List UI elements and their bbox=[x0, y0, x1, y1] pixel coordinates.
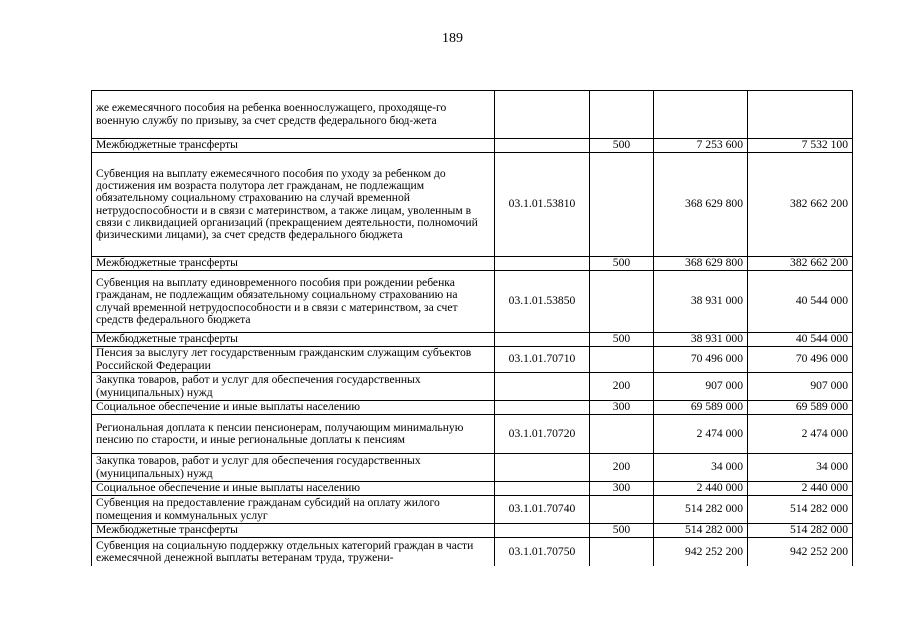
table-row bbox=[92, 257, 853, 271]
row-amount-year-1: 514 282 000 bbox=[654, 524, 748, 538]
row-amount-year-2: 907 000 bbox=[748, 373, 853, 401]
row-description: Закупка товаров, работ и услуг для обеспечения государственных (муниципальных) нужд bbox=[92, 454, 495, 482]
row-amount-year-2: 70 496 000 bbox=[748, 347, 853, 373]
row-amount-year-1: 7 253 600 bbox=[654, 139, 748, 153]
row-description: Пенсия за выслугу лет государственным гражданским служащим субъектов Российской Федерации bbox=[92, 347, 495, 373]
row-amount-year-2: 942 252 200 bbox=[748, 538, 853, 566]
row-expense-kind bbox=[590, 91, 654, 139]
row-amount-year-2: 2 440 000 bbox=[748, 482, 853, 496]
row-amount-year-1: 942 252 200 bbox=[654, 538, 748, 566]
table-row bbox=[92, 347, 853, 373]
table-row bbox=[92, 415, 853, 454]
row-target-code: 03.1.01.70740 bbox=[495, 496, 590, 524]
row-target-code bbox=[495, 91, 590, 139]
row-amount-year-2: 2 474 000 bbox=[748, 415, 853, 454]
row-amount-year-1: 34 000 bbox=[654, 454, 748, 482]
row-expense-kind bbox=[590, 347, 654, 373]
table-row bbox=[92, 538, 853, 566]
table-row bbox=[92, 139, 853, 153]
row-amount-year-2: 34 000 bbox=[748, 454, 853, 482]
row-target-code bbox=[495, 524, 590, 538]
row-description: Межбюджетные трансферты bbox=[92, 257, 495, 271]
row-expense-kind: 500 bbox=[590, 257, 654, 271]
row-amount-year-2: 7 532 100 bbox=[748, 139, 853, 153]
row-target-code bbox=[495, 482, 590, 496]
row-target-code: 03.1.01.70710 bbox=[495, 347, 590, 373]
row-amount-year-1 bbox=[654, 91, 748, 139]
row-description: Субвенция на предоставление гражданам субсидий на оплату жилого помещения и коммунальных услуг bbox=[92, 496, 495, 524]
row-amount-year-2: 69 589 000 bbox=[748, 401, 853, 415]
row-amount-year-2: 514 282 000 bbox=[748, 524, 853, 538]
row-amount-year-2: 382 662 200 bbox=[748, 257, 853, 271]
row-amount-year-2: 382 662 200 bbox=[748, 153, 853, 257]
row-target-code bbox=[495, 257, 590, 271]
row-description: Субвенция на социальную поддержку отдельных категорий граждан в части ежемесячной денежной выплаты ветеранам труда, тружени- bbox=[92, 538, 495, 566]
table-row bbox=[92, 401, 853, 415]
row-description: Межбюджетные трансферты bbox=[92, 524, 495, 538]
row-description: Региональная доплата к пенсии пенсионерам, получающим минимальную пенсию по старости, и иные региональные доплаты к пенсиям bbox=[92, 415, 495, 454]
row-target-code: 03.1.01.70720 bbox=[495, 415, 590, 454]
row-description: Закупка товаров, работ и услуг для обеспечения государственных (муниципальных) нужд bbox=[92, 373, 495, 401]
row-expense-kind bbox=[590, 153, 654, 257]
row-expense-kind: 200 bbox=[590, 373, 654, 401]
table-row bbox=[92, 91, 853, 139]
row-target-code bbox=[495, 401, 590, 415]
table-row bbox=[92, 333, 853, 347]
row-expense-kind: 500 bbox=[590, 524, 654, 538]
table-row bbox=[92, 153, 853, 257]
row-expense-kind: 300 bbox=[590, 401, 654, 415]
row-target-code bbox=[495, 454, 590, 482]
row-target-code bbox=[495, 333, 590, 347]
row-description: Субвенция на выплату ежемесячного пособия по уходу за ребенком до достижения им возраста полутора лет гражданам, не подлежащим обязательному социальному страхованию на случай временной нетрудоспособности и в связи с материнством, а также лицам, уволенным в связи с ликвидацией организаций (прекращением деятельности, полномочий физическими лицами), за счет средств федерального бюджета bbox=[92, 153, 495, 257]
row-amount-year-1: 38 931 000 bbox=[654, 271, 748, 333]
row-target-code bbox=[495, 139, 590, 153]
row-amount-year-1: 2 440 000 bbox=[654, 482, 748, 496]
row-expense-kind: 300 bbox=[590, 482, 654, 496]
row-amount-year-1: 368 629 800 bbox=[654, 153, 748, 257]
row-amount-year-1: 69 589 000 bbox=[654, 401, 748, 415]
row-description: Социальное обеспечение и иные выплаты населению bbox=[92, 482, 495, 496]
row-description: Социальное обеспечение и иные выплаты населению bbox=[92, 401, 495, 415]
row-target-code bbox=[495, 373, 590, 401]
table-row bbox=[92, 454, 853, 482]
page-number: 189 bbox=[442, 31, 463, 46]
row-expense-kind: 500 bbox=[590, 333, 654, 347]
row-amount-year-2: 40 544 000 bbox=[748, 271, 853, 333]
row-expense-kind bbox=[590, 538, 654, 566]
row-amount-year-1: 38 931 000 bbox=[654, 333, 748, 347]
row-amount-year-1: 368 629 800 bbox=[654, 257, 748, 271]
table-row bbox=[92, 482, 853, 496]
table-row bbox=[92, 496, 853, 524]
row-amount-year-2: 514 282 000 bbox=[748, 496, 853, 524]
budget-table bbox=[91, 90, 853, 566]
row-expense-kind bbox=[590, 415, 654, 454]
row-expense-kind: 200 bbox=[590, 454, 654, 482]
row-target-code: 03.1.01.53850 bbox=[495, 271, 590, 333]
row-amount-year-1: 70 496 000 bbox=[654, 347, 748, 373]
row-amount-year-1: 907 000 bbox=[654, 373, 748, 401]
row-amount-year-2: 40 544 000 bbox=[748, 333, 853, 347]
table-row bbox=[92, 524, 853, 538]
row-target-code: 03.1.01.70750 bbox=[495, 538, 590, 566]
row-target-code: 03.1.01.53810 bbox=[495, 153, 590, 257]
table-row bbox=[92, 271, 853, 333]
row-expense-kind: 500 bbox=[590, 139, 654, 153]
row-expense-kind bbox=[590, 271, 654, 333]
row-expense-kind bbox=[590, 496, 654, 524]
row-description: Субвенция на выплату единовременного пособия при рождении ребенка гражданам, не подлежащим обязательному социальному страхованию на случай временной нетрудоспособности и в связи с материнством, за счет средств федерального бюджета bbox=[92, 271, 495, 333]
row-amount-year-1: 2 474 000 bbox=[654, 415, 748, 454]
row-description: Межбюджетные трансферты bbox=[92, 139, 495, 153]
table-row bbox=[92, 373, 853, 401]
row-amount-year-1: 514 282 000 bbox=[654, 496, 748, 524]
row-description: же ежемесячного пособия на ребенка военнослужащего, проходяще-го военную службу по призыву, за счет средств федерального бюд-жета bbox=[92, 91, 495, 139]
row-description: Межбюджетные трансферты bbox=[92, 333, 495, 347]
row-amount-year-2 bbox=[748, 91, 853, 139]
